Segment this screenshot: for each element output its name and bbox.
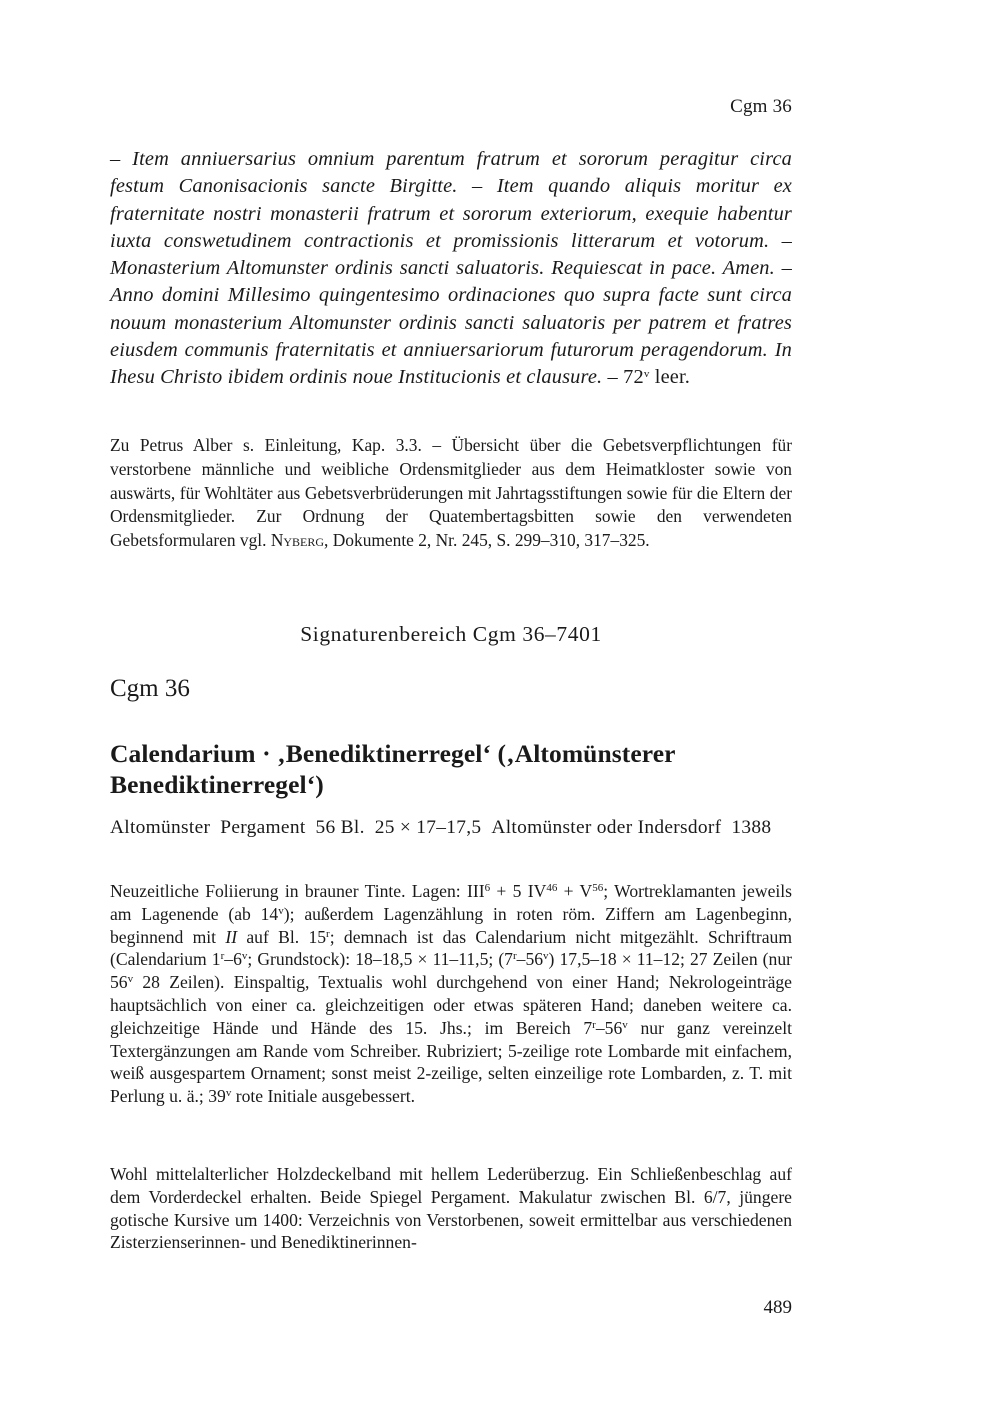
meta-date: 1388	[731, 817, 772, 838]
meta-leaves: 56 Bl.	[315, 817, 365, 838]
entry-metadata	[110, 815, 792, 841]
codicology-paragraph: Neuzeitliche Foliierung in brauner Tinte. Lagen: $III^6 + 5$ $IV^{46} + V^{56}$; Wortreklamanten jeweils am Lagenende (ab 14$^v$); außerdem Lagenzählung in roten röm. Ziffern am Lagenbeginn, beginnend mit II auf Bl. 15$^r$; demnach ist das Calendarium nicht mitgezählt. Schriftraum (Calendarium 1$^r$–6$^v$; Grundstock): 18–18,5 × 11–11,5; (7$^r$–56$^v$) 17,5–18 × 11–12; 27 Zeilen (nur 56$^v$ 28 Zeilen). Einspaltig, Textualis wohl durchgehend von einer Hand; Nekrologeinträge hauptsächlich von einer ca. gleichzeitigen oder etwas späteren Hand; daneben weitere ca. gleichzeitige Hände und Hände des 15. Jhs.; im Bereich 7$^r$–56$^v$ nur ganz vereinzelt Textergänzungen am Rande vom Schreiber. Rubriziert; 5-zeilige rote Lombarde mit einfachem, weiß ausgespartem Ornament; sonst meist 2-zeilige, selten einzeilige rote Lombarden, z. T. mit Perlung u. ä.; 39$^v$ rote Initiale ausgebessert.	[110, 881, 793, 1107]
shelfmark-heading: Cgm 36	[110, 675, 190, 702]
author-name: Nyberg	[270, 530, 325, 551]
latin-passage-text: – Item anniuersarius omnium parentum fratrum et sororum peragitur circa festum Canonisacionis sancte Birgitte. – Item quando aliquis moritur ex fraternitate nostri monasterii fratrum et sororum exteriorum, exequie habentur iuxta conswetudinem contractionis et promissionis litterarum et votorum. – Monasterium Altomunster ordinis sancti saluatoris. Requiescat in pace. Amen. – Anno domini Millesimo quingentesimo ordinaciones quo supra facte sunt circa nouum monasterium Altomunster ordinis sancti saluatoris per patrem et fratres eiusdem communis fraternitatis et anniuersariorum futurorum peragendorum. In Ihesu Christo ibidem ordinis noue Institucionis et clausure.	[110, 148, 792, 389]
meta-material: Pergament	[220, 817, 306, 838]
latin-passage	[110, 146, 792, 392]
binding-paragraph: Wohl mittelalterlicher Holzdeckelband mit hellem Lederüberzug. Ein Schließenbeschlag auf dem Vorderdeckel erhalten. Beide Spiegel Pergament. Makulatur zwischen Bl. 6/7, jüngere gotische Kursive um 1400: Verzeichnis von Verstorbenen, soweit ermittelbar aus verschiedenen Zisterzienserinnen- und Benediktinerinnen-	[110, 1164, 792, 1253]
entry-title: Calendarium · ‚Benediktinerregel‘ (‚Altomünsterer Benediktinerregel‘)	[110, 739, 676, 799]
running-head: Cgm 36	[730, 96, 792, 117]
latin-passage-tail: – 72$^v$ leer.	[602, 366, 691, 389]
meta-origin: Altomünster	[110, 817, 211, 838]
meta-dimensions: 25 × 17–17,5	[374, 817, 482, 838]
page-number: 489	[763, 1297, 792, 1318]
section-heading: Signaturenbereich Cgm 36–7401	[300, 622, 602, 646]
meta-provenance: Altomünster oder Indersdorf	[491, 817, 722, 838]
commentary-note: Zu Petrus Alber s. Einleitung, Kap. 3.3. – Übersicht über die Gebetsverpflichtungen für verstorbene männliche und weibliche Ordensmitglieder aus dem Heimatkloster sowie von auswärts, für Wohltäter aus Gebetsverbrüderungen mit Jahrtagsstiftungen sowie für die Eltern der Ordensmitglieder. Zur Ordnung der Quatembertagsbitten sowie den verwendeten Gebetsformularen vgl. Nyberg, Dokumente 2, Nr. 245, S. 299–310, 317–325.	[110, 435, 792, 551]
document-page	[110, 0, 792, 1420]
